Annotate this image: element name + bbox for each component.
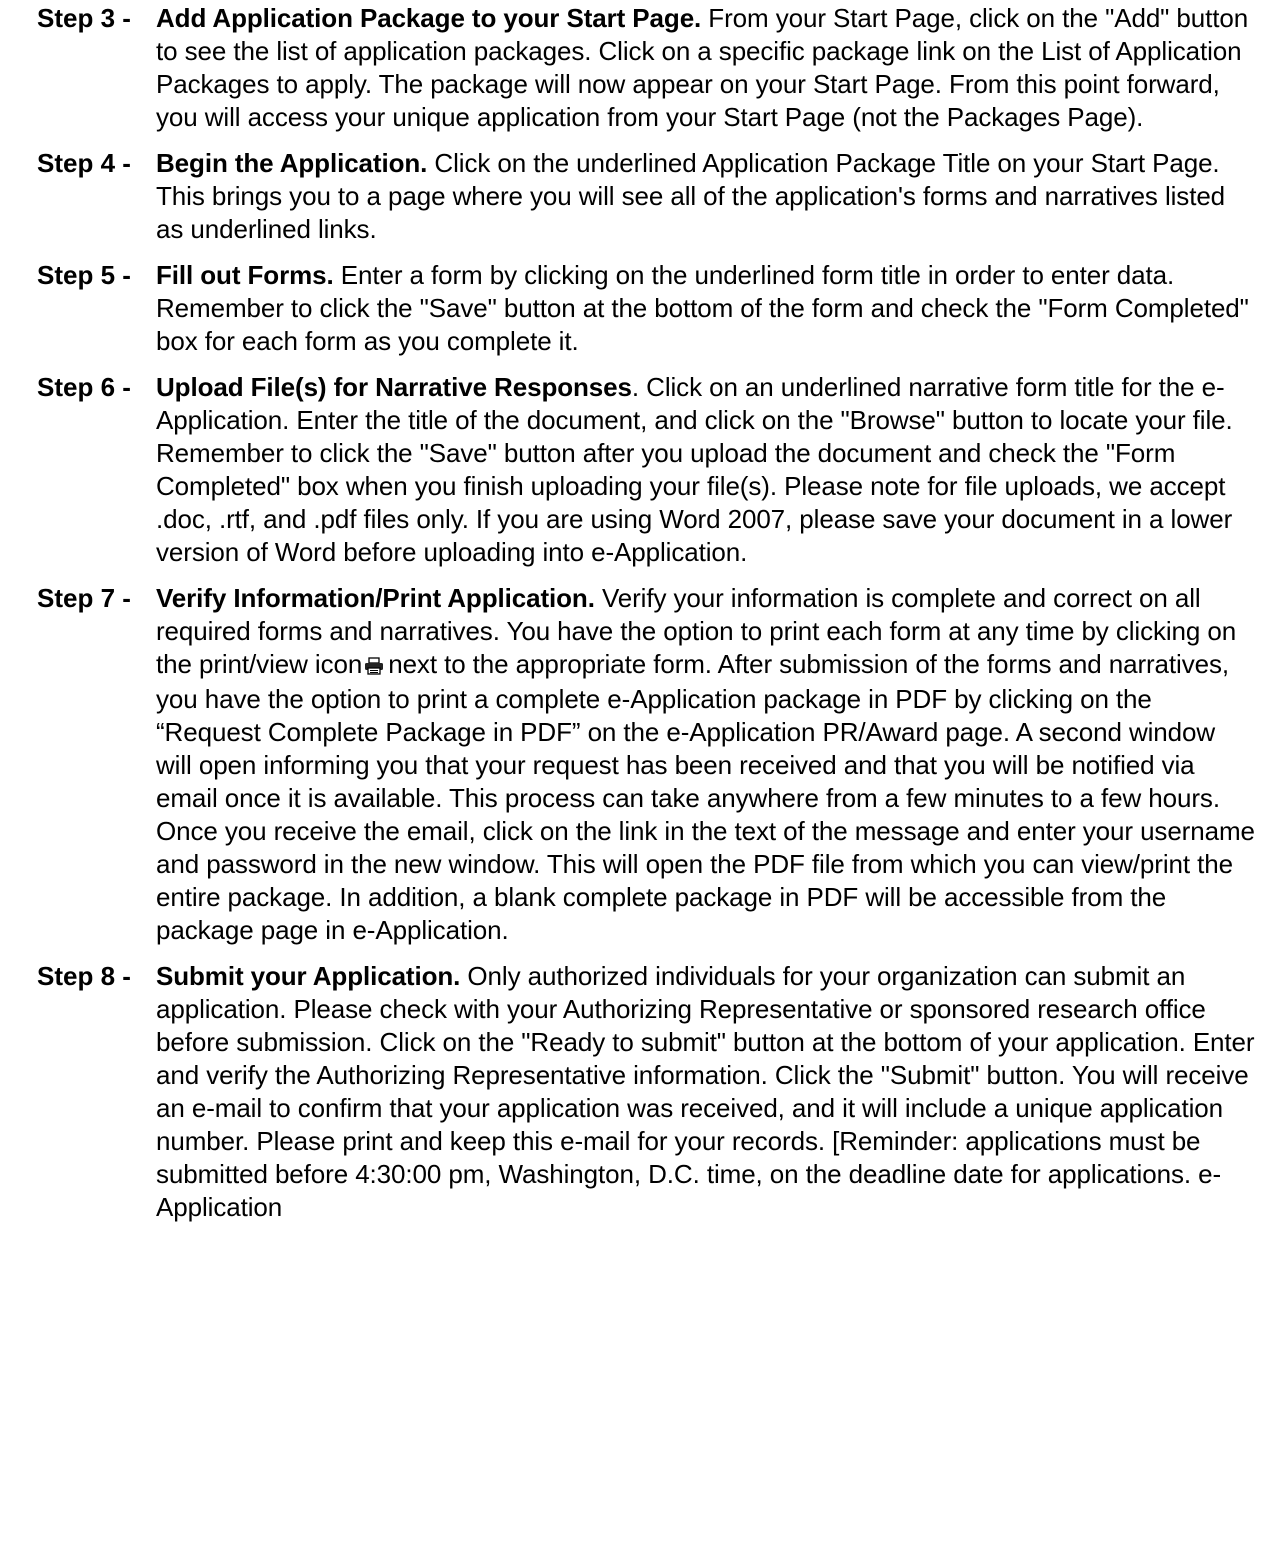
- step-body: [156, 147, 1257, 246]
- step-text: . Click on an underlined narrative form title for the e-Application. Enter the title of the document, and click on the "Browse" button to locate your file. Remember to click the "Save" button after you upload the document and check the "Form Completed" box when you finish uploading your file(s). Please note for file uploads, we accept .doc, .rtf, and .pdf files only. If you are using Word 2007, please save your document in a lower version of Word before uploading into e-Application.: [156, 372, 1233, 567]
- step-text-continued: next to the appropriate form. After submission of the forms and narratives, you have the option to print a complete e-Application package in PDF by clicking on the “Request Complete Package in PDF” on the e-Application PR/Award page. A second window will open informing you that your request has been received and that you will be notified via email once it is available. This process can take anywhere from a few minutes to a few hours. Once you receive the email, click on the link in the text of the message and enter your username and password in the new window. This will open the PDF file from which you can view/print the entire package. In addition, a blank complete package in PDF will be accessible from the package page in e-Application.: [156, 649, 1255, 945]
- step-body: [156, 960, 1257, 1224]
- step-6: [37, 371, 1257, 569]
- step-3: [37, 2, 1257, 134]
- step-text: Verify your information is complete and correct on all required forms and narratives. You have the option to print each form at any time by clicking on the print/view icon: [156, 583, 1237, 679]
- step-label: Step 3 -: [37, 3, 131, 33]
- step-title: Upload File(s) for Narrative Responses: [156, 372, 632, 402]
- step-7: [37, 582, 1257, 947]
- step-text: Only authorized individuals for your organization can submit an application. Please check with your Authorizing Representative or sponsored research office before submission. Click on the "Ready to submit" button at the bottom of your application. Enter and verify the Authorizing Representative information. Click the "Submit" button. You will receive an e-mail to confirm that your application was received, and it will include a unique application number. Please print and keep this e-mail for your records. [Reminder: applications must be submitted before 4:30:00 pm, Washington, D.C. time, on the deadline date for applications. e-Application: [156, 961, 1255, 1222]
- instructions-list: [37, 2, 1257, 1237]
- step-body: [156, 582, 1257, 947]
- step-text: Enter a form by clicking on the underlined form title in order to enter data. Remember to click the "Save" button at the bottom of the form and check the "Form Completed" box for each form as you complete it.: [156, 260, 1249, 356]
- printer-icon: [364, 650, 384, 683]
- step-title: Submit your Application.: [156, 961, 461, 991]
- step-5: [37, 259, 1257, 358]
- step-title: Add Application Package to your Start Page.: [156, 3, 702, 33]
- step-label: Step 6 -: [37, 372, 131, 402]
- step-8: [37, 960, 1257, 1224]
- step-label: Step 7 -: [37, 583, 131, 613]
- step-label: Step 5 -: [37, 260, 131, 290]
- step-text: From your Start Page, click on the "Add" button to see the list of application packages. Click on a specific package link on the List of Application Packages to apply. The package will now appear on your Start Page. From this point forward, you will access your unique application from your Start Page (not the Packages Page).: [156, 3, 1249, 132]
- step-body: [156, 2, 1257, 134]
- step-4: [37, 147, 1257, 246]
- step-title: Fill out Forms.: [156, 260, 334, 290]
- step-body: [156, 371, 1257, 569]
- step-text: Click on the underlined Application Package Title on your Start Page. This brings you to a page where you will see all of the application's forms and narratives listed as underlined links.: [156, 148, 1226, 244]
- step-title: Verify Information/Print Application.: [156, 583, 595, 613]
- step-label: Step 4 -: [37, 148, 131, 178]
- step-title: Begin the Application.: [156, 148, 428, 178]
- step-label: Step 8 -: [37, 961, 131, 991]
- step-body: [156, 259, 1257, 358]
